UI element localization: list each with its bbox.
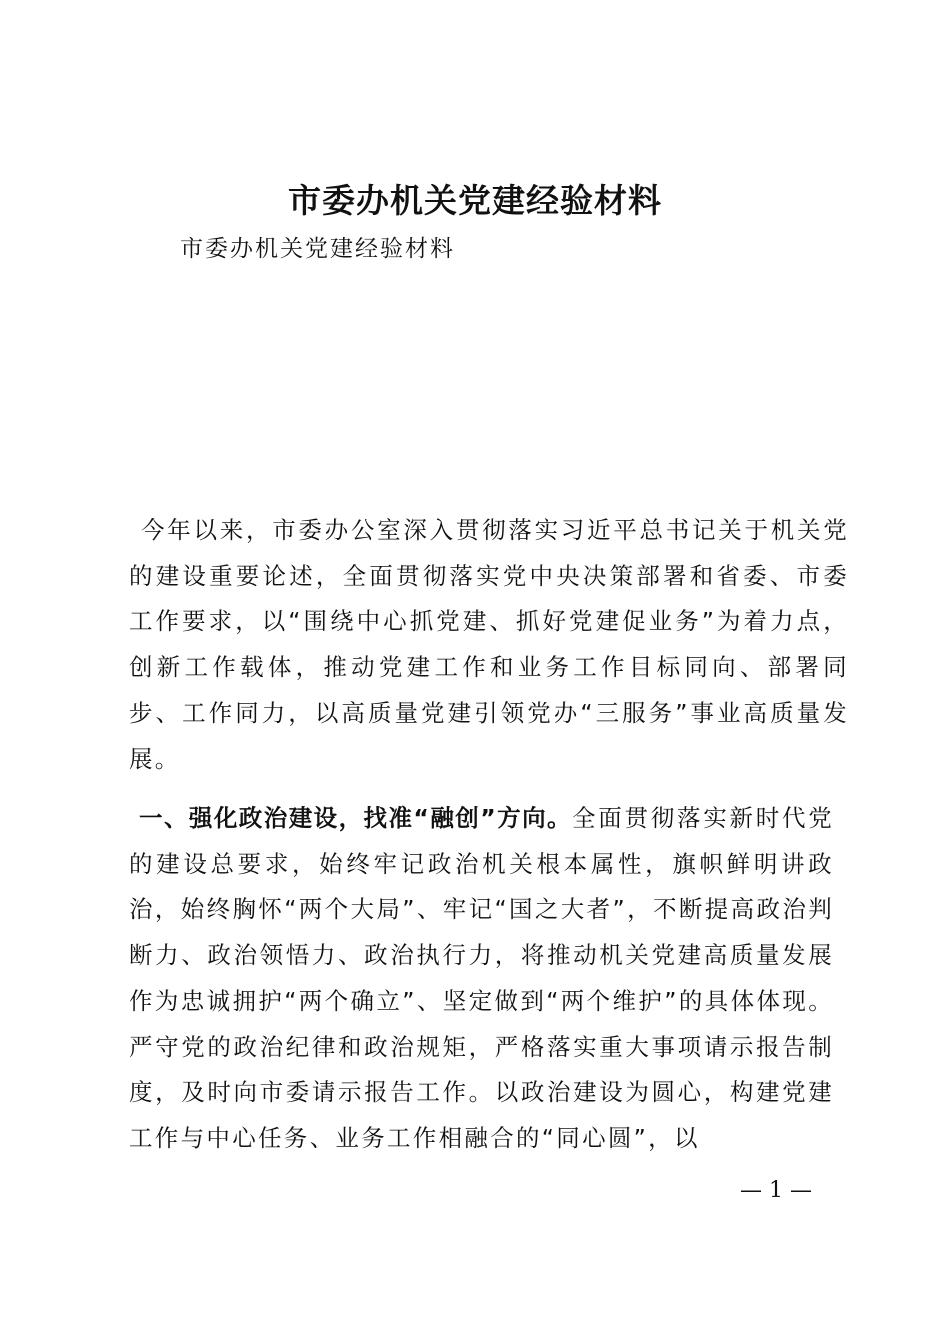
section-one-heading: 一、强化政治建设，找准“融创”方向。 <box>139 804 572 832</box>
intro-paragraph: 今年以来，市委办公室深入贯彻落实习近平总书记关于机关党的建设重要论述，全面贯彻落实党中央决策部署和省委、市委工作要求，以“围绕中心抓党建、抓好党建促业务”为着力点，创新工作载体，推动党建工作和业务工作目标同向、部署同步、工作同力，以高质量党建引领党办“三服务”事业高质量发展。 <box>129 516 849 773</box>
section-one-paragraph <box>129 796 834 1162</box>
document-title: 市委办机关党建经验材料 <box>288 181 662 220</box>
section-one-body: 全面贯彻落实新时代党的建设总要求，始终牢记政治机关根本属性，旗帜鲜明讲政治，始终胸怀“两个大局”、牢记“国之大者”，不断提高政治判断力、政治领悟力、政治执行力，将推动机关党建高质量发展作为忠诚拥护“两个确立”、坚定做到“两个维护”的具体体现。严守党的政治纪律和政治规矩，严格落实重大事项请示报告制度，及时向市委请示报告工作。以政治建设为圆心，构建党建工作与中心任务、业务工作相融合的“同心圆”，以 <box>129 804 835 1152</box>
document-subtitle: 市委办机关党建经验材料 <box>180 236 455 262</box>
page-number: — 1 — <box>740 1178 812 1203</box>
